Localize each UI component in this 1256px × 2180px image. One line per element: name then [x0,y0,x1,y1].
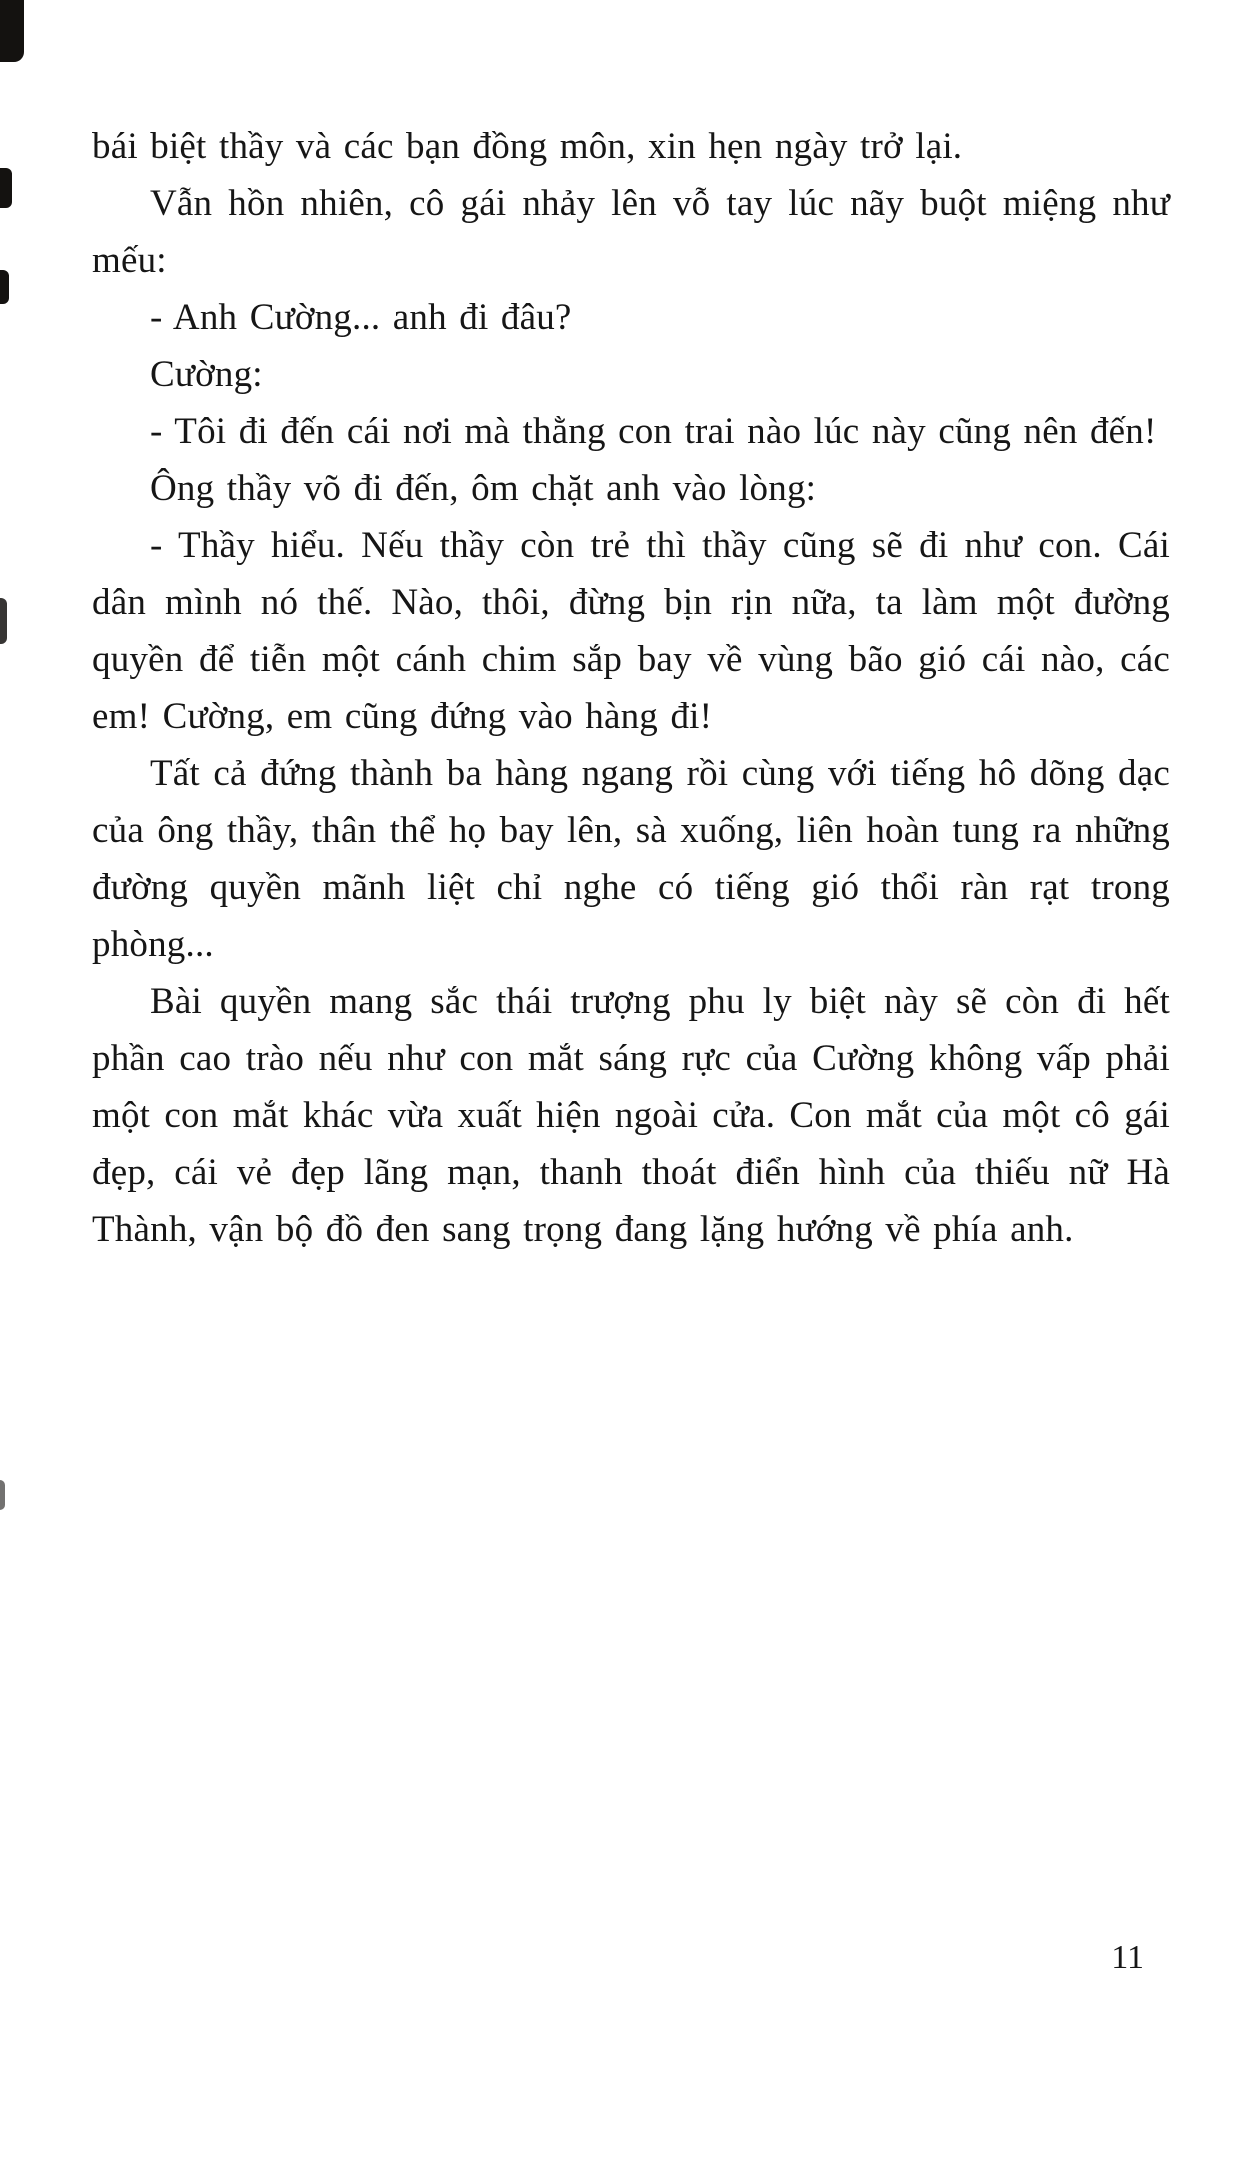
page-text [92,118,1170,1258]
scan-mark [0,270,9,304]
paragraph: - Thầy hiểu. Nếu thầy còn trẻ thì thầy cũng sẽ đi như con. Cái dân mình nó thế. Nào, thôi, đừng bịn rịn nữa, ta làm một đường quyền để tiễn một cánh chim sắp bay về vùng bão gió cái nào, các em! Cường, em cũng đứng vào hàng đi! [92,525,1170,737]
scan-mark [0,1480,5,1510]
paragraph: - Tôi đi đến cái nơi mà thằng con trai nào lúc này cũng nên đến! [150,411,1157,452]
scan-edge-artifacts [0,0,30,2180]
scan-mark [0,598,7,644]
paragraph: Bài quyền mang sắc thái trượng phu ly biệt này sẽ còn đi hết phần cao trào nếu như con mắt sáng rực của Cường không vấp phải một con mắt khác vừa xuất hiện ngoài cửa. Con mắt của một cô gái đẹp, cái vẻ đẹp lãng mạn, thanh thoát điển hình của thiếu nữ Hà Thành, vận bộ đồ đen sang trọng đang lặng hướng về phía anh. [92,981,1170,1250]
paragraph: Cường: [150,354,263,395]
paragraph: Vẫn hồn nhiên, cô gái nhảy lên vỗ tay lúc nãy buột miệng như mếu: [92,183,1170,281]
scan-mark [0,168,12,208]
page-number: 11 [1111,1939,1144,1976]
scan-mark [0,0,24,62]
paragraph: Tất cả đứng thành ba hàng ngang rồi cùng với tiếng hô dõng dạc của ông thầy, thân thể họ bay lên, sà xuống, liên hoàn tung ra những đường quyền mãnh liệt chỉ nghe có tiếng gió thổi ràn rạt trong phòng... [92,753,1170,965]
paragraph: - Anh Cường... anh đi đâu? [150,297,572,338]
paragraph: bái biệt thầy và các bạn đồng môn, xin hẹn ngày trở lại. [92,126,963,167]
paragraph: Ông thầy võ đi đến, ôm chặt anh vào lòng: [150,468,817,509]
